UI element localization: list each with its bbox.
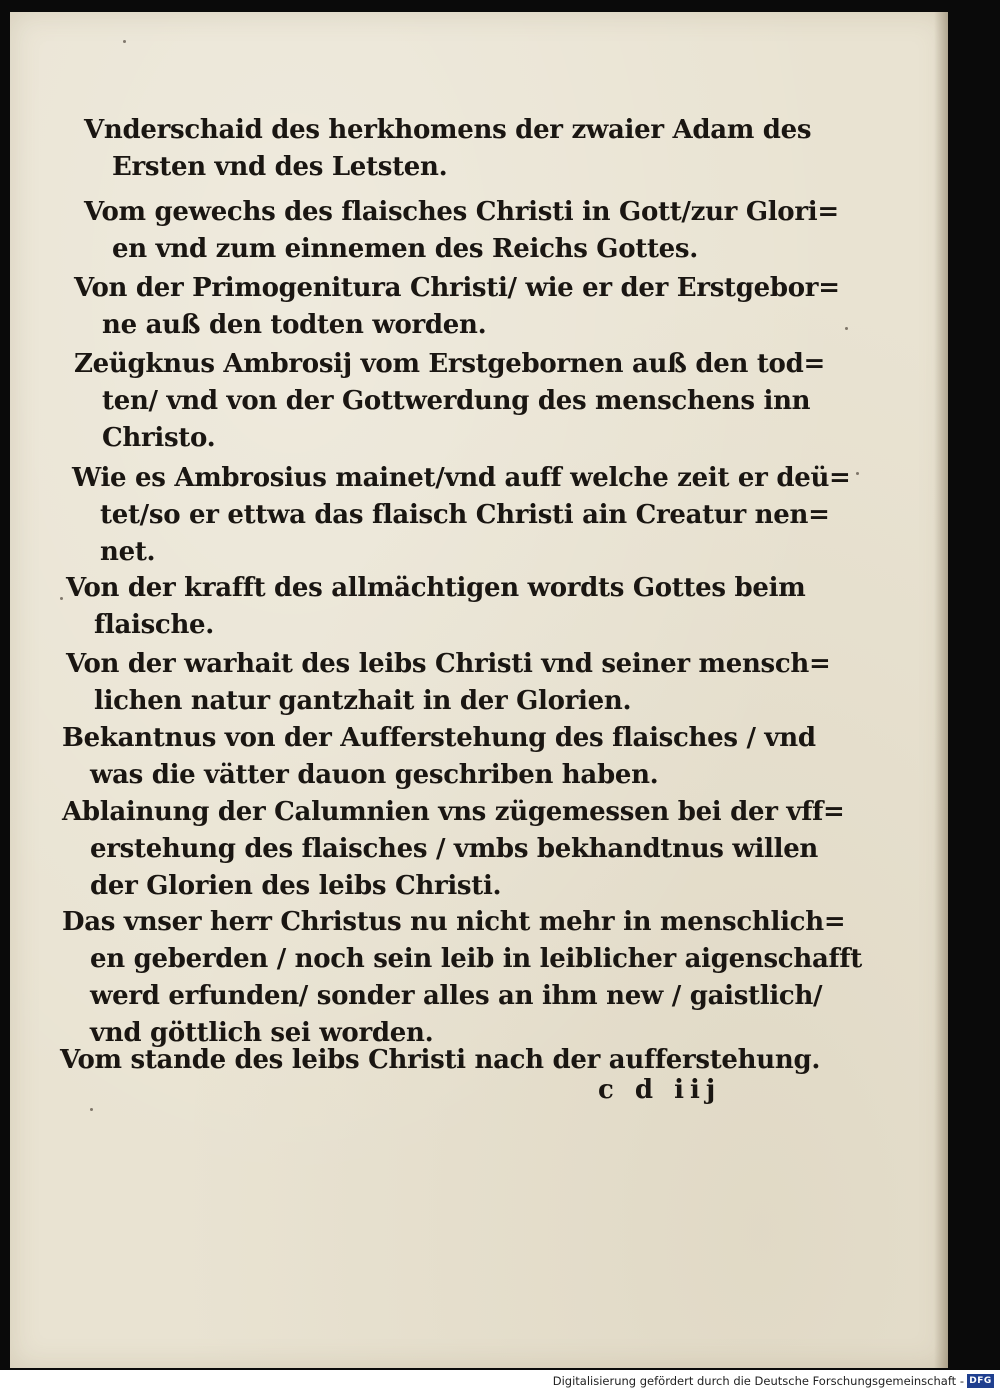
paper-speck [90, 1108, 93, 1111]
entry-line: Ersten vnd des Letsten. [112, 152, 448, 182]
toc-entry [66, 646, 1000, 720]
entry-line: was die vätter dauon geschriben haben. [90, 760, 659, 790]
entry-line: ten/ vnd von der Gottwerdung des menschens inn [102, 386, 811, 416]
toc-entry [74, 270, 1000, 344]
entry-line: Vnderschaid des herkhomens der zwaier Adam des [84, 115, 812, 145]
footer-bar [0, 1370, 1000, 1393]
entry-line: Vom gewechs des flaisches Christi in Gott/zur Glori= [84, 197, 839, 227]
toc-entry [62, 794, 1000, 905]
entry-line: Das vnser herr Christus nu nicht mehr in menschlich= [62, 907, 846, 937]
toc-entry [60, 1042, 998, 1079]
entry-line: Christo. [102, 423, 216, 453]
dfg-logo-icon: DFG [967, 1374, 994, 1388]
entry-line: tet/so er ettwa das flaisch Christi ain Creatur nen= [100, 500, 830, 530]
toc-entry [66, 570, 1000, 644]
entry-line: Von der warhait des leibs Christi vnd seiner mensch= [66, 649, 831, 679]
entry-line: net. [100, 537, 156, 567]
entry-line: der Glorien des leibs Christi. [90, 871, 502, 901]
entry-line: Zeügknus Ambrosij vom Erstgebornen auß den tod= [74, 349, 825, 379]
entry-line: en geberden / noch sein leib in leiblicher aigenschafft [90, 944, 862, 974]
entry-line: Wie es Ambrosius mainet/vnd auff welche zeit er deü= [72, 463, 851, 493]
entry-line: vnd göttlich sei worden. [90, 1018, 434, 1048]
entry-line: lichen natur gantzhait in der Glorien. [94, 686, 632, 716]
toc-entry [84, 194, 1000, 268]
entry-line: werd erfunden/ sonder alles an ihm new / gaistlich/ [90, 981, 823, 1011]
entry-line: en vnd zum einnemen des Reichs Gottes. [112, 234, 699, 264]
entry-line: erstehung des flaisches / vmbs bekhandtnus willen [90, 834, 819, 864]
toc-entry [72, 460, 1000, 571]
entry-line: Bekantnus von der Aufferstehung des flaisches / vnd [62, 723, 816, 753]
entry-line: Von der krafft des allmächtigen wordts Gottes beim [66, 573, 806, 603]
paper-speck [123, 40, 126, 43]
toc-entry [62, 904, 1000, 1052]
entry-line: Ablainung der Calumnien vns zügemessen bei der vff= [62, 797, 845, 827]
book-page [10, 12, 948, 1368]
toc-entry [74, 346, 1000, 457]
toc-entry [84, 112, 1000, 186]
funding-notice: Digitalisierung gefördert durch die Deutsche Forschungsgemeinschaft - [552, 1374, 964, 1388]
entry-line: flaische. [94, 610, 215, 640]
entry-line: Von der Primogenitura Christi/ wie er der Erstgebor= [74, 273, 840, 303]
page-signature: c d iij [598, 1075, 722, 1105]
entry-line: ne auß den todten worden. [102, 310, 487, 340]
paper-speck [60, 597, 63, 600]
entry-line: Vom stande des leibs Christi nach der aufferstehung. [60, 1045, 821, 1075]
toc-entry [62, 720, 1000, 794]
